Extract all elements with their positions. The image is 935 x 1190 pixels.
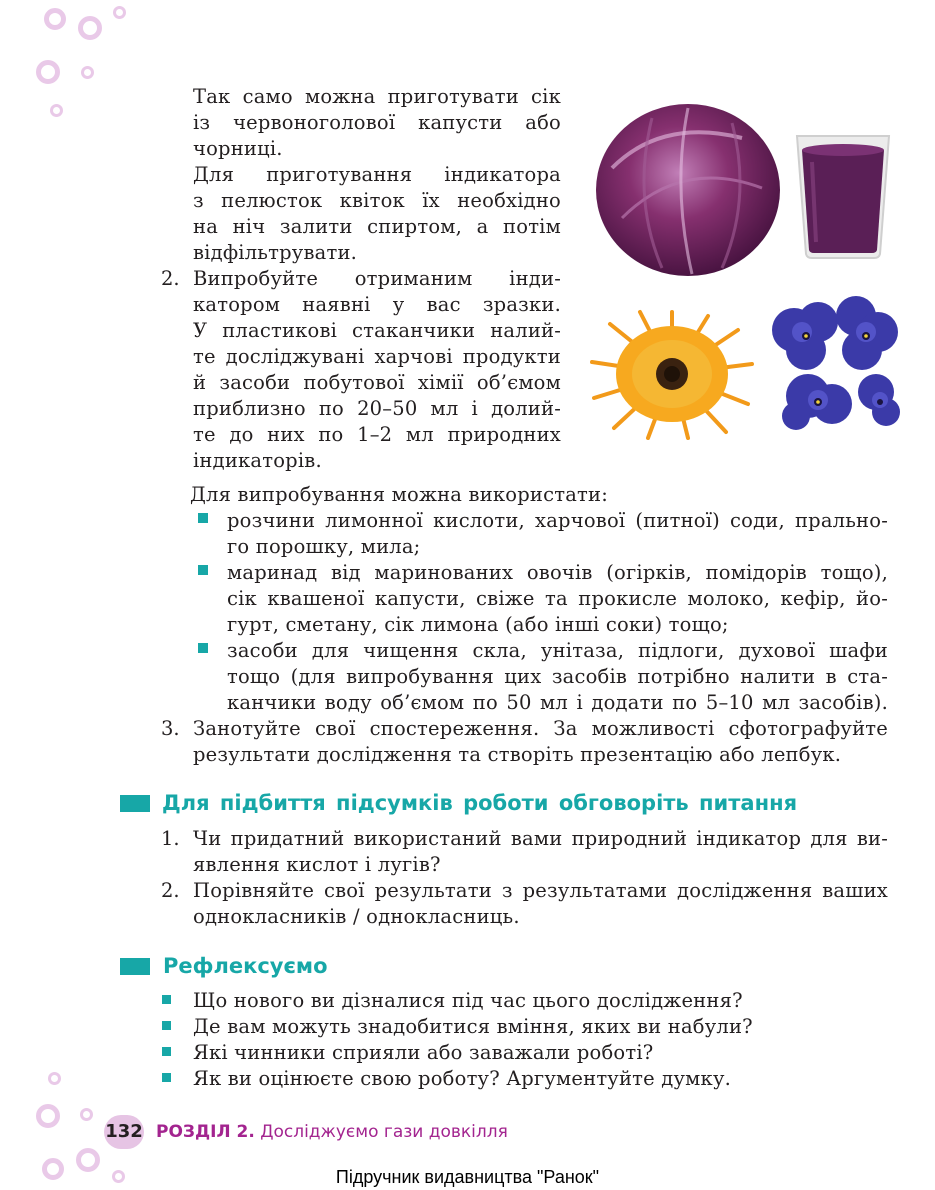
sample-item-line: канчики воду об’ємом по 50 мл і додати по 5–10 мл засобів). bbox=[227, 691, 888, 714]
bullet-marker bbox=[162, 1073, 171, 1082]
red-cabbage-image bbox=[592, 98, 784, 280]
decor-circle bbox=[113, 6, 126, 19]
question-line: явлення кислот і лугів? bbox=[193, 853, 441, 876]
section-title: Досліджуємо гази довкілля bbox=[260, 1122, 508, 1142]
juice-glass-image bbox=[794, 132, 892, 260]
decor-circle bbox=[80, 1108, 93, 1121]
calendula-flower-image bbox=[588, 308, 756, 440]
step2-line: У пластикові стаканчики налий- bbox=[193, 319, 561, 342]
sample-item-line: маринад від маринованих овочів (огірків, помідорів тощо), bbox=[227, 561, 888, 584]
bullet-marker bbox=[198, 643, 208, 653]
decor-circle bbox=[81, 66, 94, 79]
section-running-head bbox=[156, 1118, 508, 1146]
heading-marker bbox=[120, 795, 150, 812]
sample-item-line: тощо (для випробування цих засобів потрібно налити в ста- bbox=[227, 665, 888, 688]
discussion-heading: Для підбиття підсумків роботи обговоріть питання bbox=[162, 791, 798, 815]
pansy-flowers-image bbox=[766, 292, 902, 432]
sample-item-line: розчини лимонної кислоти, харчової (питної) соди, прально- bbox=[227, 509, 888, 532]
step2-line: приблизно по 20–50 мл і долий- bbox=[193, 397, 561, 420]
question-number: 2. bbox=[161, 879, 180, 902]
step-number: 2. bbox=[161, 267, 180, 290]
sample-item-line: засоби для чищення скла, унітаза, підлоги, духової шафи bbox=[227, 639, 888, 662]
step2-line: й засоби побутової хімії об’ємом bbox=[193, 371, 561, 394]
intro-line: на ніч залити спиртом, а потім bbox=[193, 215, 561, 238]
publisher-caption: Підручник видавництва "Ранок" bbox=[335, 1167, 600, 1187]
step2-line: те до них по 1–2 мл природних bbox=[193, 423, 561, 446]
section-label: РОЗДІЛ 2. bbox=[156, 1122, 255, 1142]
bullet-marker bbox=[198, 513, 208, 523]
decor-circle bbox=[36, 1104, 60, 1128]
step2-line: те досліджувані харчові продукти bbox=[193, 345, 561, 368]
sample-item-line: го порошку, мила; bbox=[227, 535, 421, 558]
question-line: Чи придатний використаний вами природний індикатор для ви- bbox=[193, 827, 888, 850]
reflection-heading: Рефлексуємо bbox=[163, 954, 328, 978]
question-line: однокласників / однокласниць. bbox=[193, 905, 520, 928]
intro-line: з пелюсток квіток їх необхідно bbox=[193, 189, 561, 212]
intro-line: чорниці. bbox=[193, 137, 283, 160]
sample-item-line: гурт, сметану, сік лимона (або інші соки) тощо; bbox=[227, 613, 729, 636]
step3-line: Занотуйте свої спостереження. За можливості сфотографуйте bbox=[193, 717, 888, 740]
reflection-item: Де вам можуть знадобитися вміння, яких ви набули? bbox=[193, 1015, 753, 1038]
decor-circle bbox=[78, 16, 102, 40]
decor-circle bbox=[36, 60, 60, 84]
decor-circle bbox=[50, 104, 63, 117]
question-line: Порівняйте свої результати з результатами дослідження ваших bbox=[193, 879, 888, 902]
step2-line: Випробуйте отриманим інди- bbox=[193, 267, 561, 290]
intro-line: відфільтрувати. bbox=[193, 241, 358, 264]
bullet-marker bbox=[162, 1047, 171, 1056]
bullet-marker bbox=[162, 1021, 171, 1030]
reflection-item: Як ви оцінюєте свою роботу? Аргументуйте думку. bbox=[193, 1067, 732, 1090]
bullet-marker bbox=[162, 995, 171, 1004]
bullet-marker bbox=[198, 565, 208, 575]
page-number: 132 bbox=[105, 1121, 143, 1142]
samples-lead: Для випробування можна використати: bbox=[190, 483, 608, 506]
question-number: 1. bbox=[161, 827, 180, 850]
heading-marker bbox=[120, 958, 150, 975]
step-number: 3. bbox=[161, 717, 180, 740]
decor-circle bbox=[48, 1072, 61, 1085]
reflection-item: Що нового ви дізналися під час цього дослідження? bbox=[193, 989, 743, 1012]
step3-line: результати дослідження та створіть презентацію або лепбук. bbox=[193, 743, 842, 766]
intro-line: Для приготування індикатора bbox=[193, 163, 561, 186]
intro-line: Так само можна приготувати сік bbox=[193, 85, 561, 108]
intro-line: із червоноголової капусти або bbox=[193, 111, 561, 134]
sample-item-line: сік квашеної капусти, свіже та прокисле молоко, кефір, йо- bbox=[227, 587, 888, 610]
decor-circle bbox=[44, 8, 66, 30]
step2-line: катором наявні у вас зразки. bbox=[193, 293, 561, 316]
reflection-item: Які чинники сприяли або заважали роботі? bbox=[193, 1041, 654, 1064]
step2-line: індикаторів. bbox=[193, 449, 322, 472]
